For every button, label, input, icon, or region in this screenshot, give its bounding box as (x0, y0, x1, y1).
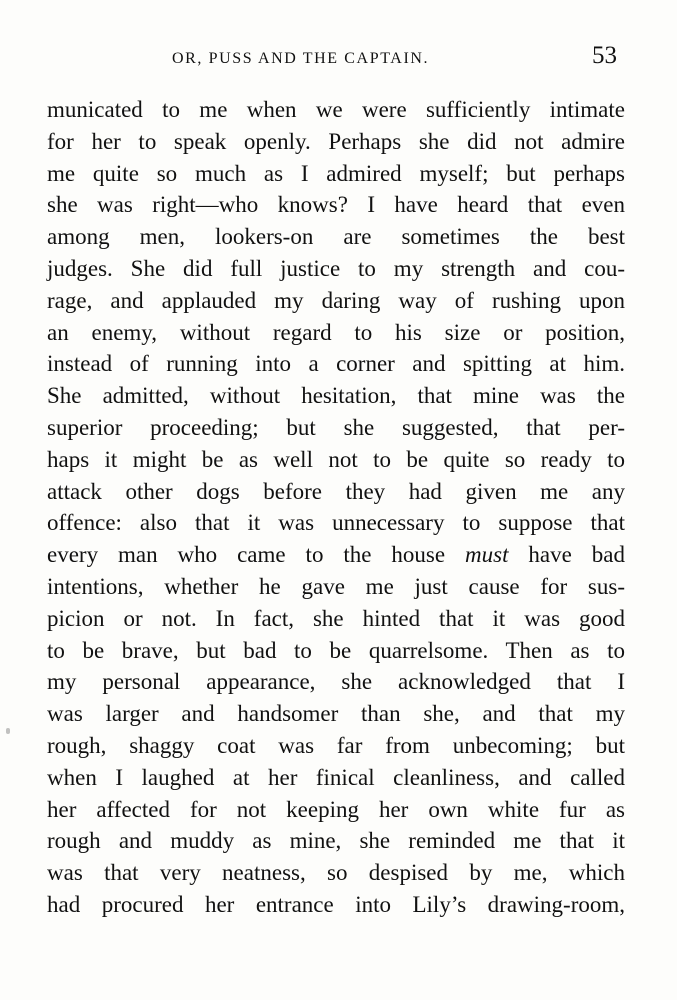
text-line: intentions, whether he gave me just cause for sus- (47, 573, 625, 599)
text-segment: have bad (508, 542, 625, 568)
page-number: 53 (592, 42, 617, 69)
text-line: my personal appearance, she acknowledged that I (47, 669, 625, 695)
text-line: was that very neatness, so despised by me, which (47, 860, 625, 886)
running-title: OR, PUSS AND THE CAPTAIN. (172, 50, 430, 67)
text-line: She admitted, without hesitation, that mine was the (47, 383, 625, 409)
text-line: picion or not. In fact, she hinted that it was good (47, 605, 625, 631)
text-line: for her to speak openly. Perhaps she did not admire (47, 128, 625, 154)
text-line: among men, lookers-on are sometimes the best (47, 224, 625, 250)
text-line: haps it might be as well not to be quite so ready to (47, 446, 625, 472)
text-line: instead of running into a corner and spitting at him. (47, 351, 625, 377)
page-header (0, 42, 677, 78)
text-line: municated to me when we were sufficiently intimate (47, 97, 625, 122)
text-line: me quite so much as I admired myself; but perhaps (47, 160, 625, 186)
paper-speck (6, 728, 10, 734)
body-text (47, 94, 625, 921)
text-line-with-emphasis (47, 539, 625, 571)
text-line: superior proceeding; but she suggested, that per- (47, 414, 625, 440)
text-line: rough and muddy as mine, she reminded me that it (47, 828, 625, 854)
text-line: she was right—who knows? I have heard that even (47, 192, 625, 218)
text-line: had procured her entrance into Lily’s drawing-room, (47, 891, 625, 917)
text-line: to be brave, but bad to be quarrelsome. Then as to (47, 637, 625, 663)
text-line: rough, shaggy coat was far from unbecoming; but (47, 732, 625, 758)
text-line: offence: also that it was unnecessary to suppose that (47, 510, 625, 536)
text-line: attack other dogs before they had given me any (47, 478, 625, 504)
text-line: rage, and applauded my daring way of rushing upon (47, 287, 625, 313)
text-line: when I laughed at her finical cleanliness, and called (47, 764, 625, 790)
emphasized-word: must (465, 542, 509, 568)
text-line: an enemy, without regard to his size or position, (47, 319, 625, 345)
text-line: judges. She did full justice to my strength and cou- (47, 255, 625, 281)
text-line: her affected for not keeping her own white fur as (47, 796, 625, 822)
text-line: was larger and handsomer than she, and that my (47, 701, 625, 727)
text-segment: every man who came to the house (47, 542, 466, 568)
